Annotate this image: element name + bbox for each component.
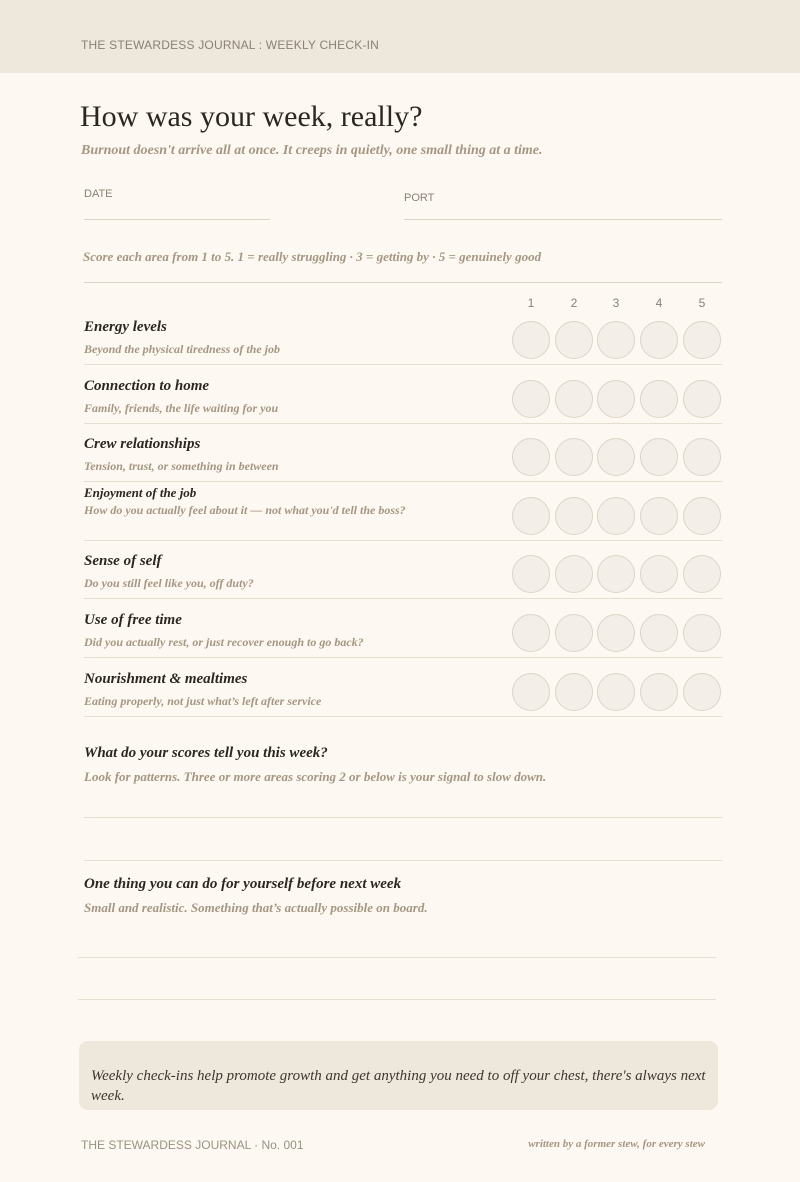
rating-circle-5[interactable]: [683, 438, 721, 476]
rating-row-description: How do you actually feel about it — not what you'd tell the boss?: [84, 503, 406, 517]
rating-row: [84, 307, 722, 365]
rating-circle-5[interactable]: [683, 555, 721, 593]
page-title: How was your week, really?: [80, 100, 423, 133]
scale-number-3: 3: [612, 296, 620, 310]
rating-circle-1[interactable]: [512, 497, 550, 535]
rating-circle-2[interactable]: [555, 673, 593, 711]
rating-circle-1[interactable]: [512, 380, 550, 418]
reflection-line-2: [84, 860, 722, 861]
rating-row: [84, 600, 722, 658]
rating-circle-3[interactable]: [597, 438, 635, 476]
rating-circle-1[interactable]: [512, 555, 550, 593]
rating-row-title: Sense of self: [84, 553, 162, 569]
rating-row-description: Did you actually rest, or just recover enough to go back?: [84, 635, 364, 649]
rating-circle-3[interactable]: [597, 321, 635, 359]
rating-row: [84, 366, 722, 424]
scoring-instructions: Score each area from 1 to 5. 1 = really struggling · 3 = getting by · 5 = genuinely good: [83, 249, 542, 264]
rating-row: [84, 659, 722, 717]
rating-circle-1[interactable]: [512, 438, 550, 476]
reflection-description: Look for patterns. Three or more areas scoring 2 or below is your signal to slow down.: [84, 769, 547, 784]
rating-circle-5[interactable]: [683, 673, 721, 711]
footer-tagline: written by a former stew, for every stew: [528, 1138, 705, 1150]
rating-row-description: Family, friends, the life waiting for you: [84, 401, 279, 415]
port-underline: [404, 219, 722, 220]
rating-circle-1[interactable]: [512, 673, 550, 711]
rating-circle-5[interactable]: [683, 497, 721, 535]
footer-journal-issue: THE STEWARDESS JOURNAL · No. 001: [81, 1138, 304, 1152]
rating-circle-2[interactable]: [555, 438, 593, 476]
action-line-1: [78, 957, 716, 958]
reflection-line-1: [84, 817, 722, 818]
rating-circle-4[interactable]: [640, 438, 678, 476]
rating-row-description: Do you still feel like you, off duty?: [84, 576, 254, 590]
action-line-2: [78, 999, 716, 1000]
rating-circle-5[interactable]: [683, 380, 721, 418]
callout-text: Weekly check-ins help promote growth and get anything you need to off your chest, there's always next week.: [91, 1068, 706, 1104]
journal-header-title: THE STEWARDESS JOURNAL : WEEKLY CHECK-IN: [81, 38, 380, 52]
rating-circle-2[interactable]: [555, 497, 593, 535]
date-field[interactable]: [84, 200, 270, 218]
scale-number-1: 1: [527, 296, 535, 310]
rating-circle-3[interactable]: [597, 380, 635, 418]
rating-circle-5[interactable]: [683, 321, 721, 359]
rating-circle-4[interactable]: [640, 497, 678, 535]
scale-divider: [84, 282, 722, 283]
callout-box: [79, 1041, 718, 1110]
rating-row-title: Nourishment & mealtimes: [84, 671, 248, 687]
rating-circle-4[interactable]: [640, 321, 678, 359]
rating-row-title: Use of free time: [84, 612, 182, 628]
action-textarea[interactable]: [78, 925, 716, 999]
rating-row-divider: [84, 481, 722, 482]
rating-circle-1[interactable]: [512, 321, 550, 359]
rating-circle-3[interactable]: [597, 555, 635, 593]
rating-row: [84, 483, 722, 541]
reflection-textarea[interactable]: [84, 790, 722, 858]
scale-number-4: 4: [655, 296, 663, 310]
rating-row-title: Connection to home: [84, 378, 210, 394]
rating-circle-3[interactable]: [597, 497, 635, 535]
rating-row-divider: [84, 657, 722, 658]
action-description: Small and realistic. Something that’s actually possible on board.: [84, 900, 428, 915]
rating-circle-1[interactable]: [512, 614, 550, 652]
rating-row: [84, 541, 722, 599]
rating-circle-3[interactable]: [597, 614, 635, 652]
rating-circle-4[interactable]: [640, 555, 678, 593]
rating-circle-2[interactable]: [555, 614, 593, 652]
rating-row-title: Enjoyment of the job: [84, 485, 197, 500]
rating-circle-2[interactable]: [555, 380, 593, 418]
port-label: PORT: [404, 192, 435, 204]
header-band: [0, 0, 800, 73]
date-label: DATE: [84, 188, 113, 200]
rating-row-title: Crew relationships: [84, 436, 201, 452]
rating-row-divider: [84, 716, 722, 717]
rating-circle-2[interactable]: [555, 321, 593, 359]
reflection-title: What do your scores tell you this week?: [84, 745, 328, 761]
action-title: One thing you can do for yourself before next week: [84, 876, 402, 892]
rating-circle-3[interactable]: [597, 673, 635, 711]
page-subtitle: Burnout doesn't arrive all at once. It creeps in quietly, one small thing at a time.: [81, 143, 543, 158]
rating-row-divider: [84, 364, 722, 365]
scale-number-2: 2: [570, 296, 578, 310]
port-field[interactable]: [404, 200, 722, 218]
rating-row-divider: [84, 598, 722, 599]
rating-row: [84, 424, 722, 482]
rating-circle-2[interactable]: [555, 555, 593, 593]
rating-circle-4[interactable]: [640, 673, 678, 711]
rating-row-description: Beyond the physical tiredness of the job: [84, 342, 280, 356]
rating-row-description: Tension, trust, or something in between: [84, 459, 279, 473]
rating-row-title: Energy levels: [84, 319, 167, 335]
rating-row-description: Eating properly, not just what’s left after service: [84, 694, 322, 708]
scale-number-5: 5: [698, 296, 706, 310]
rating-circle-4[interactable]: [640, 614, 678, 652]
rating-circle-4[interactable]: [640, 380, 678, 418]
rating-circle-5[interactable]: [683, 614, 721, 652]
date-underline: [84, 219, 270, 220]
